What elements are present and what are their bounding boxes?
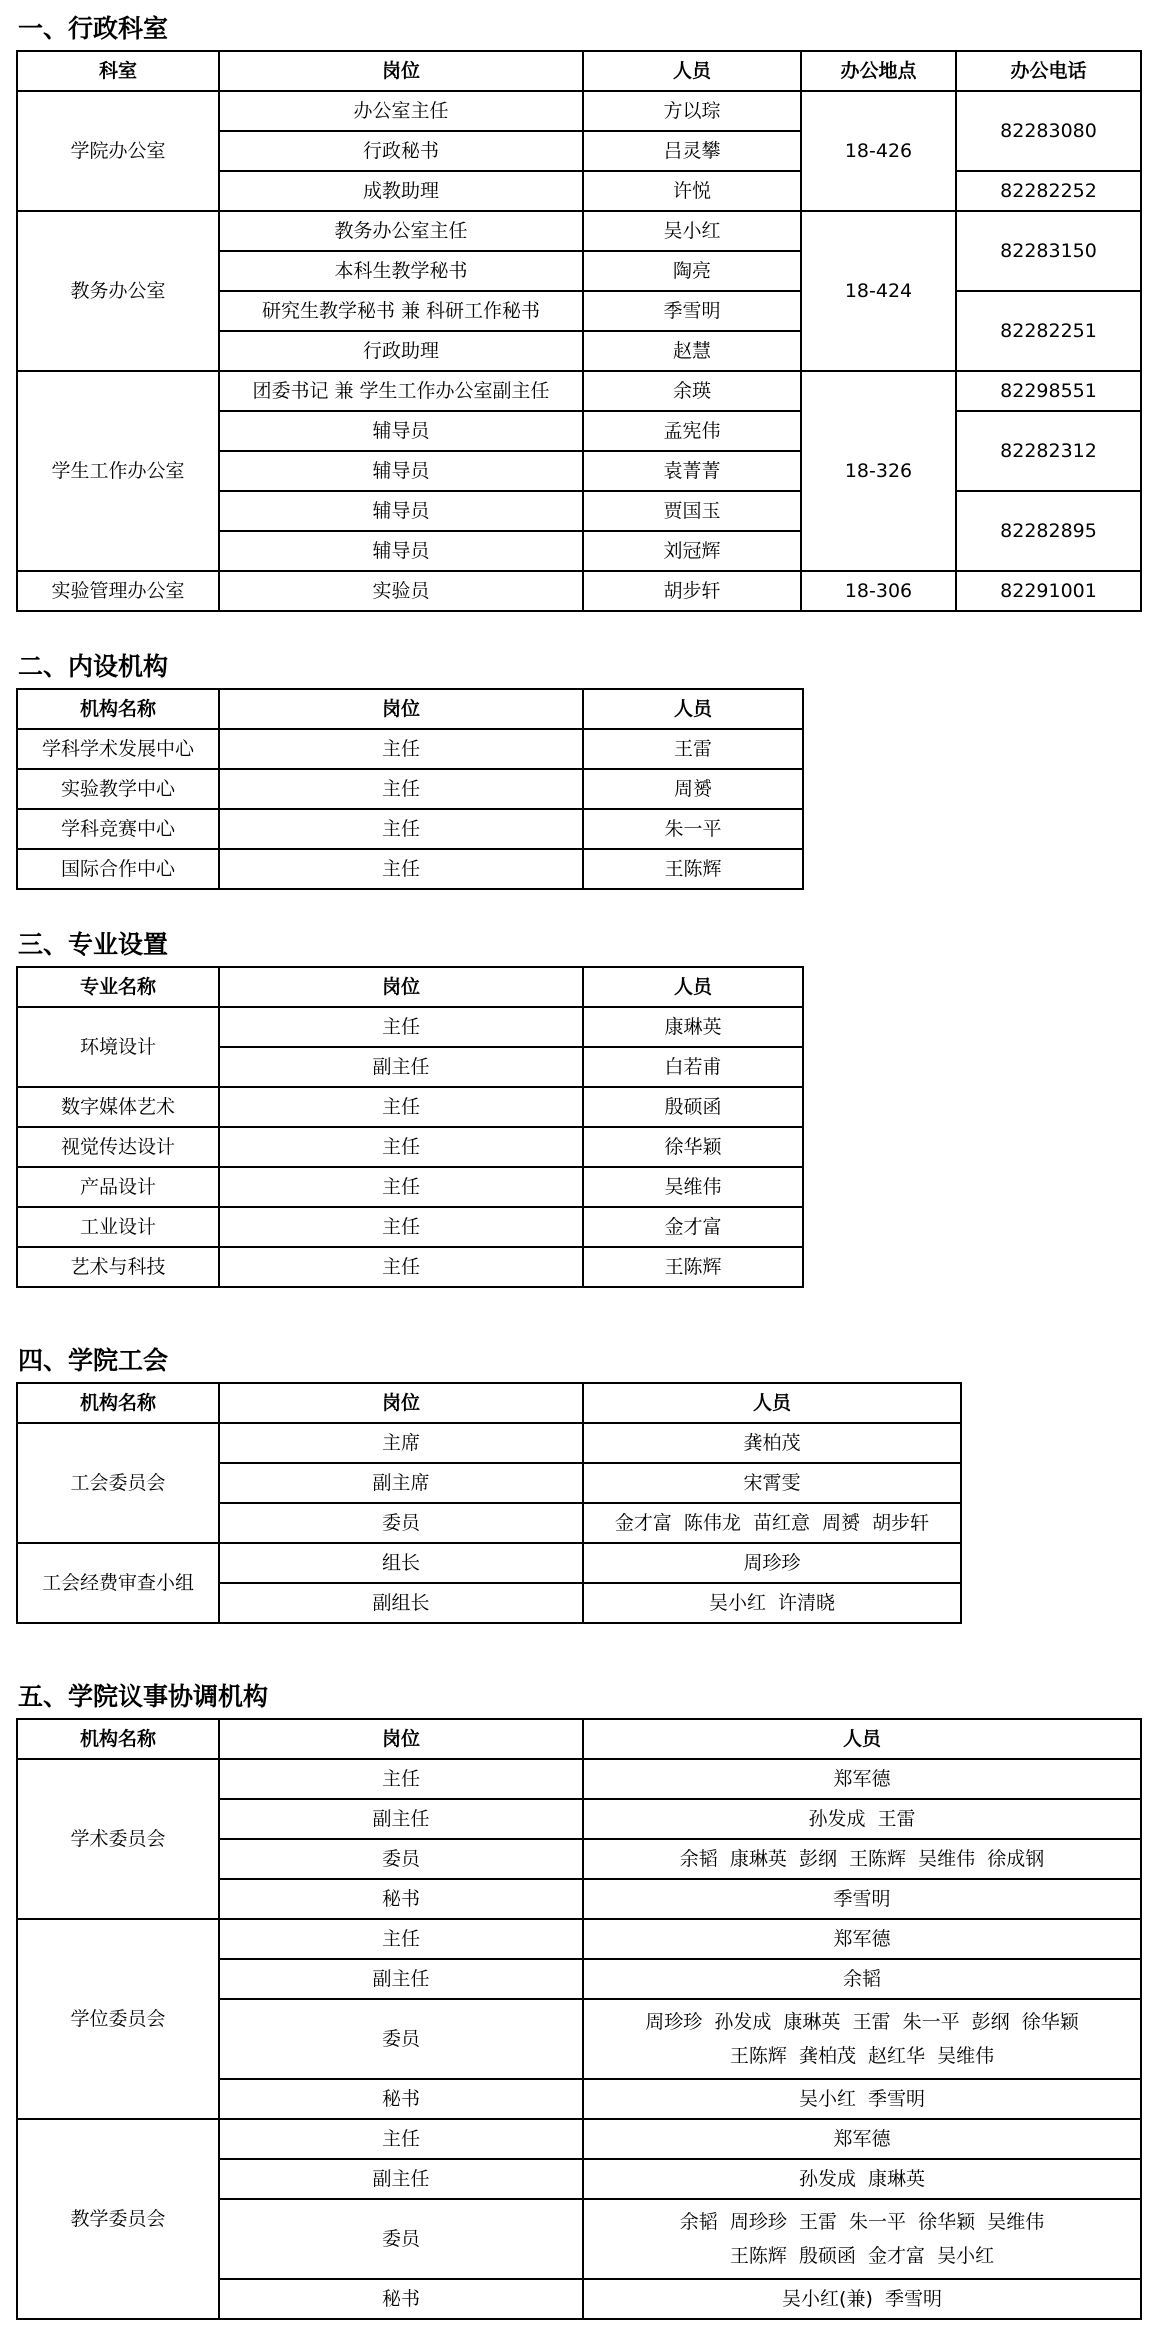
staff-cell: 金才富 (583, 1207, 803, 1247)
position-cell: 主任 (219, 1247, 583, 1287)
position-cell: 主任 (219, 1207, 583, 1247)
staff-cell: 吕灵攀 (583, 131, 801, 171)
dept-cell: 学院办公室 (17, 91, 219, 211)
staff-cell: 刘冠辉 (583, 531, 801, 571)
major-cell: 数字媒体艺术 (17, 1087, 219, 1127)
committees-table (16, 1718, 1142, 2320)
org-cell: 学科竞赛中心 (17, 809, 219, 849)
org-cell: 教学委员会 (17, 2119, 219, 2319)
staff-cell: 康琳英 (583, 1007, 803, 1047)
section-title-majors: 三、专业设置 (18, 930, 169, 959)
phone-cell: 82282312 (956, 411, 1141, 491)
header-staff: 人员 (583, 1383, 961, 1423)
header-position: 岗位 (219, 967, 583, 1007)
position-cell: 主任 (219, 809, 583, 849)
staff-cell: 周赟 (583, 769, 803, 809)
staff-cell: 方以琮 (583, 91, 801, 131)
location-cell: 18-326 (801, 371, 956, 571)
staff-cell: 白若甫 (583, 1047, 803, 1087)
internal-orgs-table (16, 688, 804, 890)
header-position: 岗位 (219, 1719, 583, 1759)
org-cell: 学术委员会 (17, 1759, 219, 1919)
header-position: 岗位 (219, 689, 583, 729)
majors-table (16, 966, 804, 1288)
org-cell: 实验教学中心 (17, 769, 219, 809)
position-cell: 主任 (219, 1919, 583, 1959)
position-cell: 组长 (219, 1543, 583, 1583)
header-staff: 人员 (583, 689, 803, 729)
staff-cell (583, 1999, 1141, 2079)
staff-cell: 郑军德 (583, 2119, 1141, 2159)
org-cell: 工会经费审查小组 (17, 1543, 219, 1623)
staff-cell: 孙发成 王雷 (583, 1799, 1141, 1839)
position-cell: 副主任 (219, 1047, 583, 1087)
position-cell: 辅导员 (219, 531, 583, 571)
position-cell: 秘书 (219, 2279, 583, 2319)
header-org: 机构名称 (17, 1383, 219, 1423)
section-title-union: 四、学院工会 (18, 1346, 169, 1375)
staff-cell: 郑军德 (583, 1759, 1141, 1799)
section-title-internal-orgs: 二、内设机构 (18, 652, 169, 681)
staff-cell: 王陈辉 (583, 1247, 803, 1287)
phone-cell: 82282895 (956, 491, 1141, 571)
phone-cell: 82282252 (956, 171, 1141, 211)
staff-line: 王陈辉 龚柏茂 赵红华 吴维伟 (729, 2045, 995, 2067)
header-org: 机构名称 (17, 689, 219, 729)
phone-cell: 82282251 (956, 291, 1141, 371)
position-cell: 主任 (219, 849, 583, 889)
header-org: 机构名称 (17, 1719, 219, 1759)
position-cell: 委员 (219, 1999, 583, 2079)
position-cell: 委员 (219, 1503, 583, 1543)
position-cell: 主任 (219, 769, 583, 809)
position-cell: 委员 (219, 2199, 583, 2279)
staff-cell: 陶亮 (583, 251, 801, 291)
position-cell: 副主任 (219, 2159, 583, 2199)
dept-cell: 教务办公室 (17, 211, 219, 371)
position-cell: 办公室主任 (219, 91, 583, 131)
position-cell: 委员 (219, 1839, 583, 1879)
position-cell: 主任 (219, 1007, 583, 1047)
header-staff: 人员 (583, 51, 801, 91)
position-cell: 主任 (219, 1087, 583, 1127)
staff-cell: 殷硕函 (583, 1087, 803, 1127)
org-cell: 国际合作中心 (17, 849, 219, 889)
staff-cell: 金才富 陈伟龙 苗红意 周赟 胡步轩 (583, 1503, 961, 1543)
header-position: 岗位 (219, 1383, 583, 1423)
staff-cell: 龚柏茂 (583, 1423, 961, 1463)
union-table (16, 1382, 962, 1624)
position-cell: 辅导员 (219, 411, 583, 451)
phone-cell: 82298551 (956, 371, 1141, 411)
staff-line: 余韬 周珍珍 王雷 朱一平 徐华颖 吴维伟 (679, 2211, 1045, 2233)
staff-cell: 吴小红 季雪明 (583, 2079, 1141, 2119)
header-location: 办公地点 (801, 51, 956, 91)
position-cell: 本科生教学秘书 (219, 251, 583, 291)
position-cell: 主席 (219, 1423, 583, 1463)
staff-line: 周珍珍 孙发成 康琳英 王雷 朱一平 彭纲 徐华颖 (645, 2011, 1079, 2033)
major-cell: 工业设计 (17, 1207, 219, 1247)
position-cell: 副主席 (219, 1463, 583, 1503)
staff-cell: 宋霄雯 (583, 1463, 961, 1503)
staff-cell: 徐华颖 (583, 1127, 803, 1167)
staff-cell: 贾国玉 (583, 491, 801, 531)
staff-cell: 袁菁菁 (583, 451, 801, 491)
position-cell: 秘书 (219, 1879, 583, 1919)
location-cell: 18-306 (801, 571, 956, 611)
position-cell: 实验员 (219, 571, 583, 611)
admin-offices-table (16, 50, 1142, 612)
phone-cell: 82291001 (956, 571, 1141, 611)
position-cell: 团委书记 兼 学生工作办公室副主任 (219, 371, 583, 411)
staff-cell: 余瑛 (583, 371, 801, 411)
staff-cell: 季雪明 (583, 291, 801, 331)
location-cell: 18-424 (801, 211, 956, 371)
position-cell: 副组长 (219, 1583, 583, 1623)
position-cell: 副主任 (219, 1959, 583, 1999)
position-cell: 主任 (219, 1127, 583, 1167)
dept-cell: 实验管理办公室 (17, 571, 219, 611)
position-cell: 辅导员 (219, 491, 583, 531)
staff-cell (583, 2199, 1141, 2279)
position-cell: 主任 (219, 1759, 583, 1799)
position-cell: 秘书 (219, 2079, 583, 2119)
staff-cell: 胡步轩 (583, 571, 801, 611)
org-cell: 学科学术发展中心 (17, 729, 219, 769)
staff-cell: 周珍珍 (583, 1543, 961, 1583)
staff-cell: 孙发成 康琳英 (583, 2159, 1141, 2199)
phone-cell: 82283150 (956, 211, 1141, 291)
header-phone: 办公电话 (956, 51, 1141, 91)
position-cell: 主任 (219, 729, 583, 769)
section-title-committees: 五、学院议事协调机构 (18, 1682, 269, 1711)
phone-cell: 82283080 (956, 91, 1141, 171)
header-dept: 科室 (17, 51, 219, 91)
org-cell: 学位委员会 (17, 1919, 219, 2119)
staff-cell: 孟宪伟 (583, 411, 801, 451)
major-cell: 视觉传达设计 (17, 1127, 219, 1167)
major-cell: 环境设计 (17, 1007, 219, 1087)
staff-line: 王陈辉 殷硕函 金才富 吴小红 (729, 2245, 995, 2267)
org-cell: 工会委员会 (17, 1423, 219, 1543)
position-cell: 主任 (219, 2119, 583, 2159)
major-cell: 艺术与科技 (17, 1247, 219, 1287)
staff-cell: 赵慧 (583, 331, 801, 371)
staff-cell: 王雷 (583, 729, 803, 769)
position-cell: 行政秘书 (219, 131, 583, 171)
staff-cell: 吴小红 许清晓 (583, 1583, 961, 1623)
staff-cell: 王陈辉 (583, 849, 803, 889)
position-cell: 教务办公室主任 (219, 211, 583, 251)
staff-cell: 余韬 (583, 1959, 1141, 1999)
header-major: 专业名称 (17, 967, 219, 1007)
location-cell: 18-426 (801, 91, 956, 211)
position-cell: 主任 (219, 1167, 583, 1207)
position-cell: 行政助理 (219, 331, 583, 371)
section-title-admin-offices: 一、行政科室 (18, 14, 169, 43)
position-cell: 副主任 (219, 1799, 583, 1839)
staff-cell: 吴小红(兼) 季雪明 (583, 2279, 1141, 2319)
staff-cell: 吴小红 (583, 211, 801, 251)
staff-cell: 许悦 (583, 171, 801, 211)
staff-cell: 余韬 康琳英 彭纲 王陈辉 吴维伟 徐成钢 (583, 1839, 1141, 1879)
position-cell: 研究生教学秘书 兼 科研工作秘书 (219, 291, 583, 331)
staff-cell: 朱一平 (583, 809, 803, 849)
dept-cell: 学生工作办公室 (17, 371, 219, 571)
staff-cell: 郑军德 (583, 1919, 1141, 1959)
position-cell: 成教助理 (219, 171, 583, 211)
header-staff: 人员 (583, 1719, 1141, 1759)
header-staff: 人员 (583, 967, 803, 1007)
major-cell: 产品设计 (17, 1167, 219, 1207)
staff-cell: 季雪明 (583, 1879, 1141, 1919)
position-cell: 辅导员 (219, 451, 583, 491)
staff-cell: 吴维伟 (583, 1167, 803, 1207)
header-position: 岗位 (219, 51, 583, 91)
